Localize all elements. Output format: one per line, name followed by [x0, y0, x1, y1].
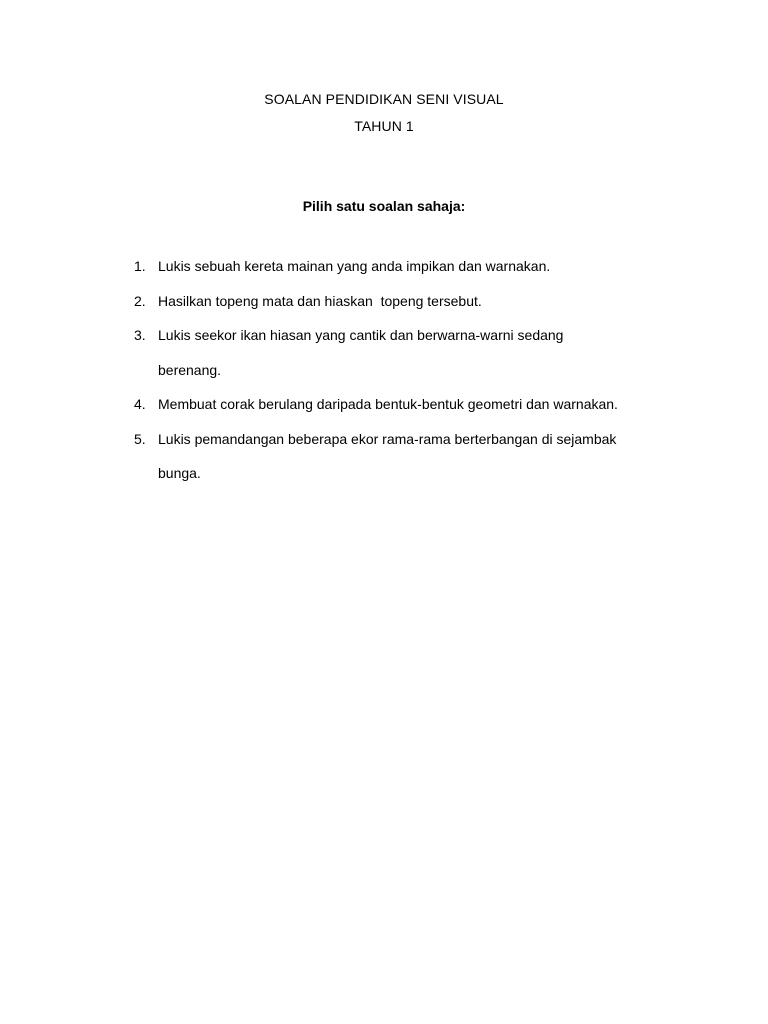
question-item-3	[134, 318, 694, 387]
question-item-4	[134, 387, 694, 422]
question-item-2	[134, 284, 694, 319]
question-text: Lukis sebuah kereta mainan yang anda impikan dan warnakan.	[158, 258, 551, 274]
question-number: 3.	[134, 327, 146, 343]
question-text: Membuat corak berulang daripada bentuk-bentuk geometri dan warnakan.	[158, 396, 618, 412]
question-text: Lukis pemandangan beberapa ekor rama-rama berterbangan di sejambak bunga.	[158, 430, 617, 481]
question-text: Hasilkan topeng mata dan hiaskan topeng tersebut.	[158, 292, 482, 309]
question-number: 1.	[134, 258, 146, 274]
document-title: SOALAN PENDIDIKAN SENI VISUAL	[264, 91, 504, 107]
document-subtitle: TAHUN 1	[354, 118, 414, 134]
question-item-5	[134, 422, 694, 491]
question-number: 2.	[134, 292, 146, 309]
question-text: Lukis seekor ikan hiasan yang cantik dan berwarna-warni sedang berenang.	[158, 327, 564, 378]
instruction-text: Pilih satu soalan sahaja:	[302, 198, 466, 214]
question-item-1	[134, 249, 694, 284]
question-number: 4.	[134, 396, 146, 412]
question-number: 5.	[134, 430, 146, 447]
question-list	[134, 249, 694, 491]
